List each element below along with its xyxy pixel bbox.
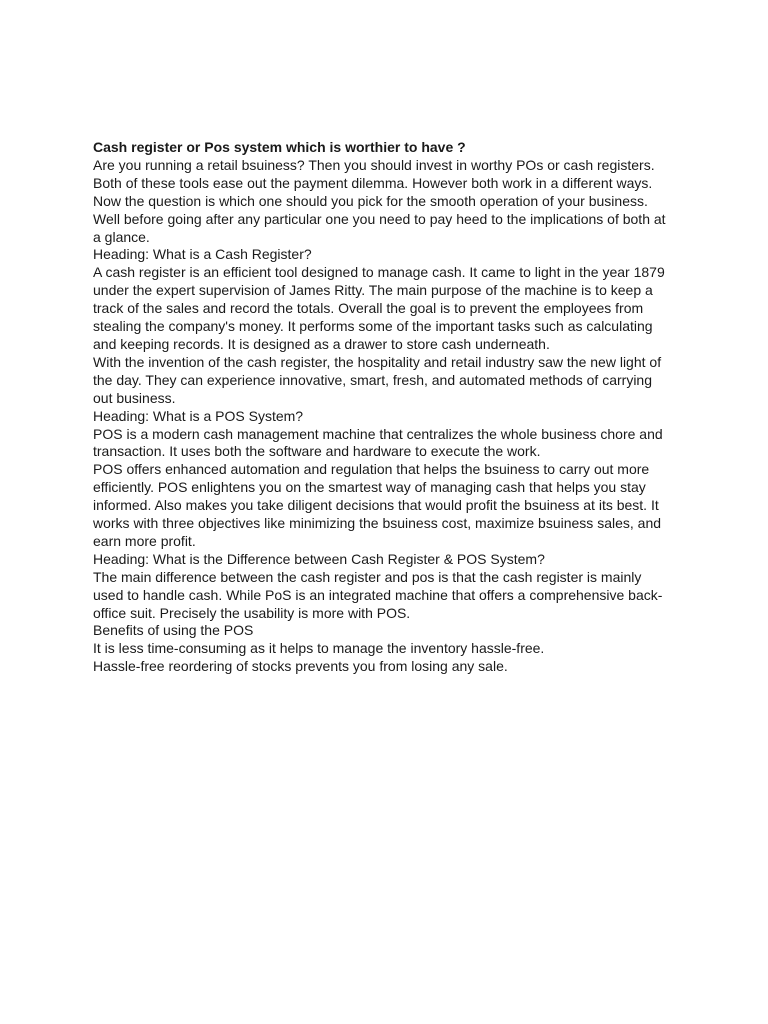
text-line: track of the sales and record the totals. Overall the goal is to prevent the employees from (93, 300, 644, 317)
difference-paragraph (93, 569, 683, 623)
text-line: under the expert supervision of James Ritty. The main purpose of the machine is to keep a (93, 282, 653, 299)
text-line: earn more profit. (93, 532, 196, 549)
benefit-item: Hassle-free reordering of stocks prevents you from losing any sale. (93, 658, 508, 675)
benefits-heading: Benefits of using the POS (93, 622, 254, 639)
heading-pos-system: Heading: What is a POS System? (93, 407, 304, 424)
text-line: Are you running a retail bsuiness? Then you should invest in worthy POs or cash registers. (93, 156, 655, 173)
text-line: Well before going after any particular one you need to pay heed to the implications of both at (93, 210, 666, 227)
text-line: works with three objectives like minimizing the bsuiness cost, maximize bsuiness sales, and (93, 515, 662, 532)
text-line: out business. (93, 389, 176, 406)
text-line: With the invention of the cash register, the hospitality and retail industry saw the new light of (93, 353, 662, 370)
text-line: POS offers enhanced automation and regulation that helps the bsuiness to carry out more (93, 461, 650, 478)
text-line: Now the question is which one should you pick for the smooth operation of your business. (93, 192, 648, 209)
text-line: A cash register is an efficient tool designed to manage cash. It came to light in the year 1879 (93, 264, 665, 281)
cash-register-paragraph-2 (93, 354, 683, 408)
text-line: a glance. (93, 228, 150, 245)
text-line: office suit. Precisely the usability is more with POS. (93, 604, 411, 621)
heading-cash-register: Heading: What is a Cash Register? (93, 246, 312, 263)
document-page (93, 139, 683, 676)
benefit-item: It is less time-consuming as it helps to manage the inventory hassle-free. (93, 640, 545, 657)
text-line: Both of these tools ease out the payment dilemma. However both work in a different ways. (93, 174, 653, 191)
text-line: and keeping records. It is designed as a drawer to store cash underneath. (93, 335, 550, 352)
text-line: the day. They can experience innovative, smart, fresh, and automated methods of carrying (93, 371, 653, 388)
cash-register-paragraph-1 (93, 264, 683, 354)
pos-paragraph-1 (93, 426, 683, 462)
text-line: used to handle cash. While PoS is an integrated machine that offers a comprehensive back- (93, 586, 663, 603)
pos-paragraph-2 (93, 461, 683, 551)
text-line: informed. Also makes you take diligent decisions that would profit the bsuiness at its best. It (93, 497, 659, 514)
text-line: transaction. It uses both the software and hardware to execute the work. (93, 443, 541, 460)
text-line: stealing the company's money. It performs some of the important tasks such as calculating (93, 318, 653, 335)
text-line: The main difference between the cash register and pos is that the cash register is mainly (93, 568, 642, 585)
benefits-list (93, 640, 683, 676)
intro-paragraph (93, 157, 683, 247)
text-line: POS is a modern cash management machine that centralizes the whole business chore and (93, 425, 663, 442)
document-title: Cash register or Pos system which is worthier to have ? (93, 139, 466, 155)
heading-difference: Heading: What is the Difference between Cash Register & POS System? (93, 550, 545, 567)
text-line: efficiently. POS enlightens you on the smartest way of managing cash that helps you stay (93, 479, 646, 496)
